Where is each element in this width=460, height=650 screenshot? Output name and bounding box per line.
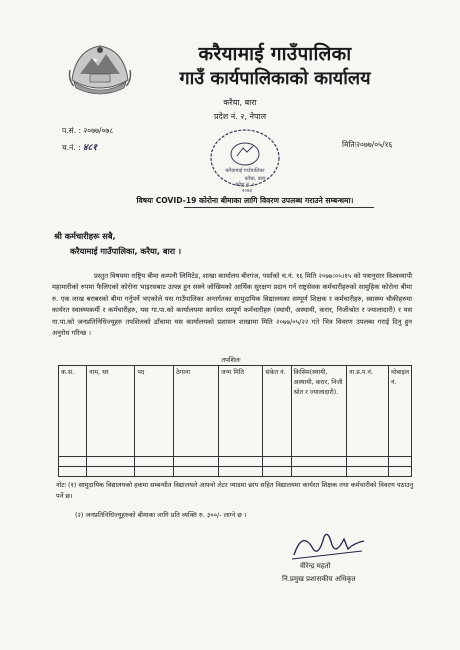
nepal-emblem-icon <box>66 40 134 98</box>
details-table <box>58 365 412 477</box>
chalani-number: ४८१ <box>83 143 98 153</box>
patra-sankhya: प.सं. : २०७७/०७८ <box>62 126 114 135</box>
signatory-name: वीरेन्द्र महतो <box>300 562 331 570</box>
stamp-location: करैया, बारा <box>244 176 266 182</box>
col-header-name: नाम, थर <box>87 366 135 457</box>
letter-date: मितिः२०७७/०५/१६ <box>342 140 393 149</box>
chalani-label: च.नं. : <box>62 143 81 152</box>
col-header-code: संकेत नं. <box>263 366 291 457</box>
col-header-serial: क.स. <box>59 366 87 457</box>
handwritten-signature <box>288 525 368 565</box>
col-header-type: किसिम(स्थायी, अस्थायी, करार, निजी श्रोत र ज्यालादारी). <box>291 366 347 457</box>
office-name: करैयामाई गाउँपालिका <box>198 43 352 65</box>
addressee-line-1: श्री कर्मचारीहरू सबै, <box>54 231 116 241</box>
table-header-row <box>59 366 412 457</box>
note-1: नोटः (१) सामुदायिक विद्यालयको हकमा सम्बन्धीत विद्यालयले आफ्नो लेटर प्याडमा छाप सहित विद्यालयमा कार्यरत शिक्षक तथा कर्मचारीको विवरण पठाउनु पर्ने छ। <box>56 481 414 500</box>
col-header-post: पद <box>135 366 174 457</box>
office-province: प्रदेश नं. २, नेपाल <box>213 112 267 121</box>
office-type: गाउँ कार्यपालिकाको कार्यालय <box>179 68 371 89</box>
letter-body: प्रस्तुत विषयमा राष्ट्रिय बीमा कम्पनी लिमिटेड, शाखा कार्यालय बीरगंज, पर्साको च.नं. १६ मिति २०७७।०५।१५ को पत्रानुसार विश्वव्यापी महामारीको रुपमा फैलिएको कोरोना भाइरसबाट उत्पन्न हुन सक्ने जोखिमको आर्थिक सुरक्षण प्रदान गर्न राष्ट्रसेवक कर्मचारीहरुको सामुहिक कोरोना बीमा रु. एक लाख बराबरको बीमा गर्नुपर्ने भएकोले यस गाउँपालिका अन्तर्गतका सामुदायिक विद्यालयका सम्पूर्ण शिक्षक र कर्मचारीहरु, स्वास्थ्य चौकीहरुमा कार्यरत स्वास्थ्यकर्मी र कर्मचारीहरु, यस गा.पा.को कार्यालयमा कार्यरत सम्पूर्ण कर्मचारीहरु (स्थायी, अस्थायी, करार, निजीश्रोत र ज्यालादारी) र यस गा.पा.को जनप्रतिनिधिज्यूहरु तपशिलको ढाँचामा यस कार्यालयको प्रशासन शाखामा मिति २०७७/०५/२२ गते भित्र विवरण उपलब्ध गराई दिनु हुन अनुरोध गरिन्छ । <box>52 272 412 338</box>
letter-subject: विषयः COVID-19 कोरोना बीमाका लागि विवरण उपलब्ध गराउने सम्बन्धमा। <box>136 196 354 205</box>
col-header-dob: जन्म मिति <box>218 366 263 457</box>
office-location: करैया, बारा <box>223 98 257 107</box>
stamp-ring-text: करैयामाई गाउँपालिका <box>225 168 265 174</box>
chalani-number-row <box>62 140 97 153</box>
office-seal-stamp <box>203 124 287 194</box>
stamp-year: २०७३ <box>241 188 253 194</box>
subject-underline <box>184 207 374 208</box>
note-2: (२) जनप्रतिनिधिज्यूहरुको बीमाका लागि प्रति व्यक्ति रु. ३००/- लाग्ने छ । <box>75 511 247 519</box>
col-header-mobile: मोबाइल नं. <box>389 366 412 457</box>
col-header-citizenship: ना.प्र.प.नं. <box>347 366 389 457</box>
table-caption: तपशिलः <box>221 356 241 364</box>
table-row <box>59 457 412 467</box>
col-header-address: ठेगाना <box>174 366 219 457</box>
stamp-province: प्रदेश नं. २ <box>235 182 255 188</box>
addressee-line-2: करैयामाई गाउँपालिका, करैया, बारा । <box>70 246 182 256</box>
table-row <box>59 467 412 477</box>
signatory-designation: नि.प्रमुख प्रशासकीय अधिकृत <box>282 575 356 583</box>
